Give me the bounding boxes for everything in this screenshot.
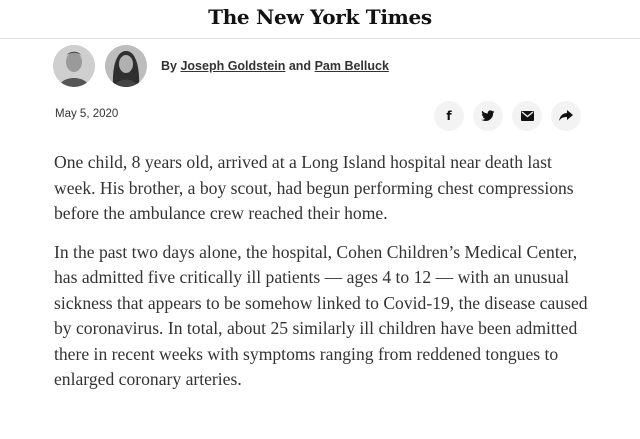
site-logo[interactable]: The New York Times (208, 5, 432, 29)
article-body (54, 150, 594, 406)
email-icon (521, 111, 534, 121)
more-share-button[interactable] (551, 101, 581, 131)
twitter-icon (481, 110, 495, 122)
publish-date: May 5, 2020 (55, 108, 119, 120)
twitter-share-button[interactable] (473, 101, 503, 131)
masthead (0, 0, 640, 39)
byline-prefix: By (161, 59, 177, 73)
email-share-button[interactable] (512, 101, 542, 131)
share-icon (559, 110, 573, 122)
byline-conjunction: and (288, 59, 312, 73)
author-link-2[interactable]: Pam Belluck (314, 59, 389, 73)
byline (53, 44, 389, 88)
article-paragraph-1: One child, 8 years old, arrived at a Long Island hospital near death last week. His brother, a boy scout, had begun performing chest compressions before the ambulance crew reached their home. (54, 152, 574, 223)
byline-text (161, 59, 389, 73)
article-paragraph-2: In the past two days alone, the hospital, Cohen Children’s Medical Center, has admitted five critically ill patients — ages 4 to 12 — with an unusual sickness that appears to be somehow linked to Covid-19, the disease caused by coronavirus. In total, about 25 similarly ill children have been admitted there in recent weeks with symptoms ranging from reddened tongues to enlarged coronary arteries. (54, 241, 588, 389)
share-tools (434, 101, 590, 131)
author-link-1[interactable]: Joseph Goldstein (180, 59, 286, 73)
facebook-share-button[interactable] (434, 101, 464, 131)
author-avatar-1[interactable] (53, 45, 95, 87)
author-avatar-2[interactable] (105, 45, 147, 87)
facebook-icon: f (446, 109, 452, 123)
